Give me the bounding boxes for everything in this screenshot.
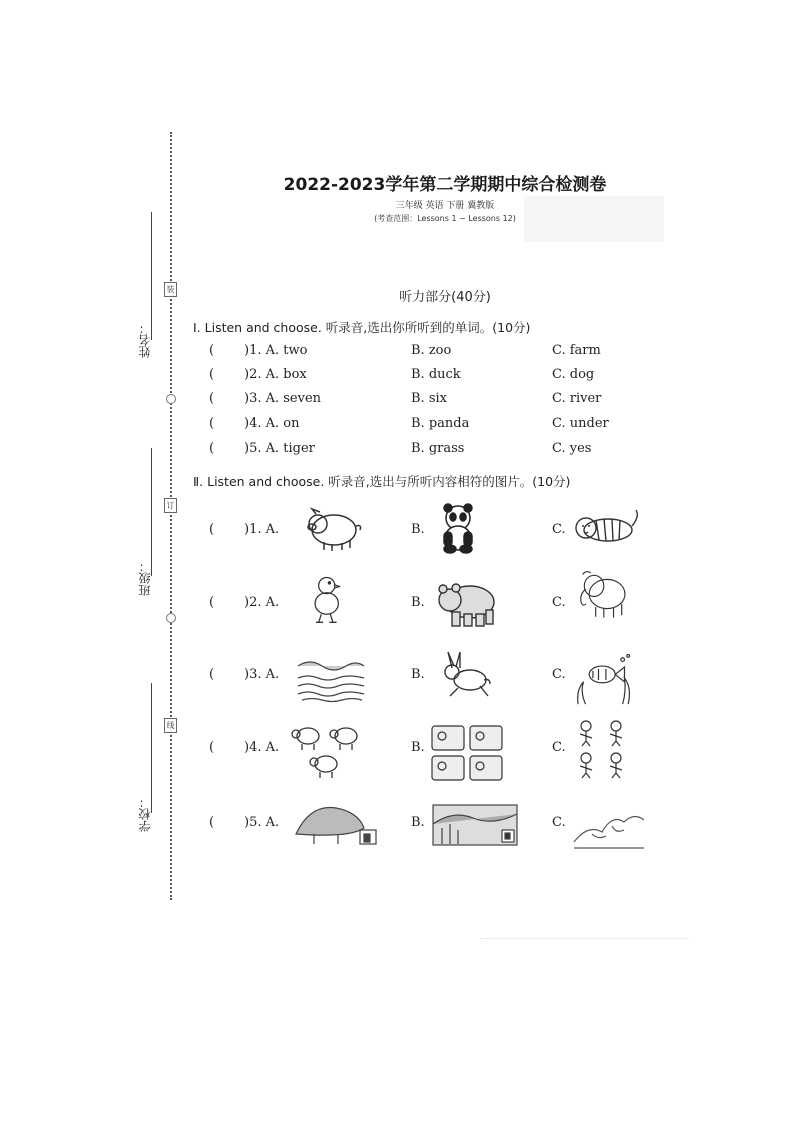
option-a[interactable]: )3. A. seven [244,391,322,406]
option-b-label: B. [411,740,425,755]
answer-bracket[interactable]: ( [209,522,215,537]
option-c-label: C. [552,740,566,755]
option-b-label: B. [411,815,425,830]
option-a[interactable]: )1. A. two [244,343,308,358]
option-a[interactable]: )2. A. box [244,367,307,382]
option-b-label: B. [411,522,425,537]
binding-hole-icon [166,394,176,404]
answer-bracket[interactable]: ( [209,667,215,682]
tree-scene-icon[interactable] [294,800,380,848]
school-label: 学校： [138,796,152,832]
seal-char-1: 装 [164,282,177,297]
option-b[interactable]: B. duck [411,367,461,382]
option-c[interactable]: C. dog [552,367,595,382]
option-b[interactable]: B. grass [411,441,465,456]
pig-icon[interactable] [298,502,368,554]
river-icon[interactable] [296,652,366,704]
exam-scope: (考查范围：Lessons 1 ~ Lessons 12) [374,214,516,223]
option-a[interactable]: )4. A. on [244,416,300,431]
option-c[interactable]: C. farm [552,343,601,358]
answer-bracket[interactable]: ( [209,441,215,456]
school-field-line[interactable] [151,683,152,813]
elephant-icon[interactable] [568,568,638,620]
seal-char-3: 线 [164,718,177,733]
binding-hole-icon [166,613,176,623]
option-a-label: )5. A. [244,815,280,830]
four-bears-icon[interactable] [430,724,504,784]
fish-icon[interactable] [570,654,640,706]
answer-bracket[interactable]: ( [209,367,215,382]
answer-bracket[interactable]: ( [209,815,215,830]
option-a-label: )1. A. [244,522,280,537]
name-label: 姓名： [138,322,152,358]
binding-dotted-line [170,132,172,900]
option-c-label: C. [552,595,566,610]
option-b[interactable]: B. zoo [411,343,452,358]
chick-icon[interactable] [298,573,368,625]
option-b-label: B. [411,667,425,682]
four-monkeys-icon[interactable] [572,718,632,786]
page-footer-rule [480,938,690,939]
exam-subtitle: 三年级 英语 下册 冀教版 [395,201,495,211]
option-b[interactable]: B. six [411,391,447,406]
name-field-line[interactable] [151,212,152,340]
part2-title: Ⅱ. Listen and choose. 听录音,选出与所听内容相符的图片。(10分) [193,474,571,489]
option-c[interactable]: C. under [552,416,609,431]
panda-icon[interactable] [428,502,498,554]
answer-bracket[interactable]: ( [209,416,215,431]
option-a-label: )2. A. [244,595,280,610]
option-c[interactable]: C. yes [552,441,592,456]
rabbit-icon[interactable] [428,650,498,702]
answer-bracket[interactable]: ( [209,343,215,358]
bear-icon[interactable] [432,578,502,630]
option-b[interactable]: B. panda [411,416,470,431]
option-a-label: )4. A. [244,740,280,755]
answer-bracket[interactable]: ( [209,740,215,755]
exam-title: 2022-2023学年第二学期期中综合检测卷 [283,175,607,195]
answer-bracket[interactable]: ( [209,391,215,406]
option-a[interactable]: )5. A. tiger [244,441,315,456]
section-title: 听力部分(40分) [399,290,491,305]
three-sheep-icon[interactable] [290,722,364,782]
tiger-icon[interactable] [570,502,640,554]
option-c-label: C. [552,815,566,830]
class-label: 班级： [138,560,152,596]
option-c-label: C. [552,522,566,537]
farm-scene-icon[interactable] [432,804,518,846]
seal-char-2: 订 [164,498,177,513]
option-c[interactable]: C. river [552,391,602,406]
option-c-label: C. [552,667,566,682]
dragon-scene-icon[interactable] [572,806,646,850]
option-a-label: )3. A. [244,667,280,682]
part1-title: Ⅰ. Listen and choose. 听录音,选出你所听到的单词。(10分) [193,320,531,335]
option-b-label: B. [411,595,425,610]
answer-bracket[interactable]: ( [209,595,215,610]
class-field-line[interactable] [151,448,152,576]
